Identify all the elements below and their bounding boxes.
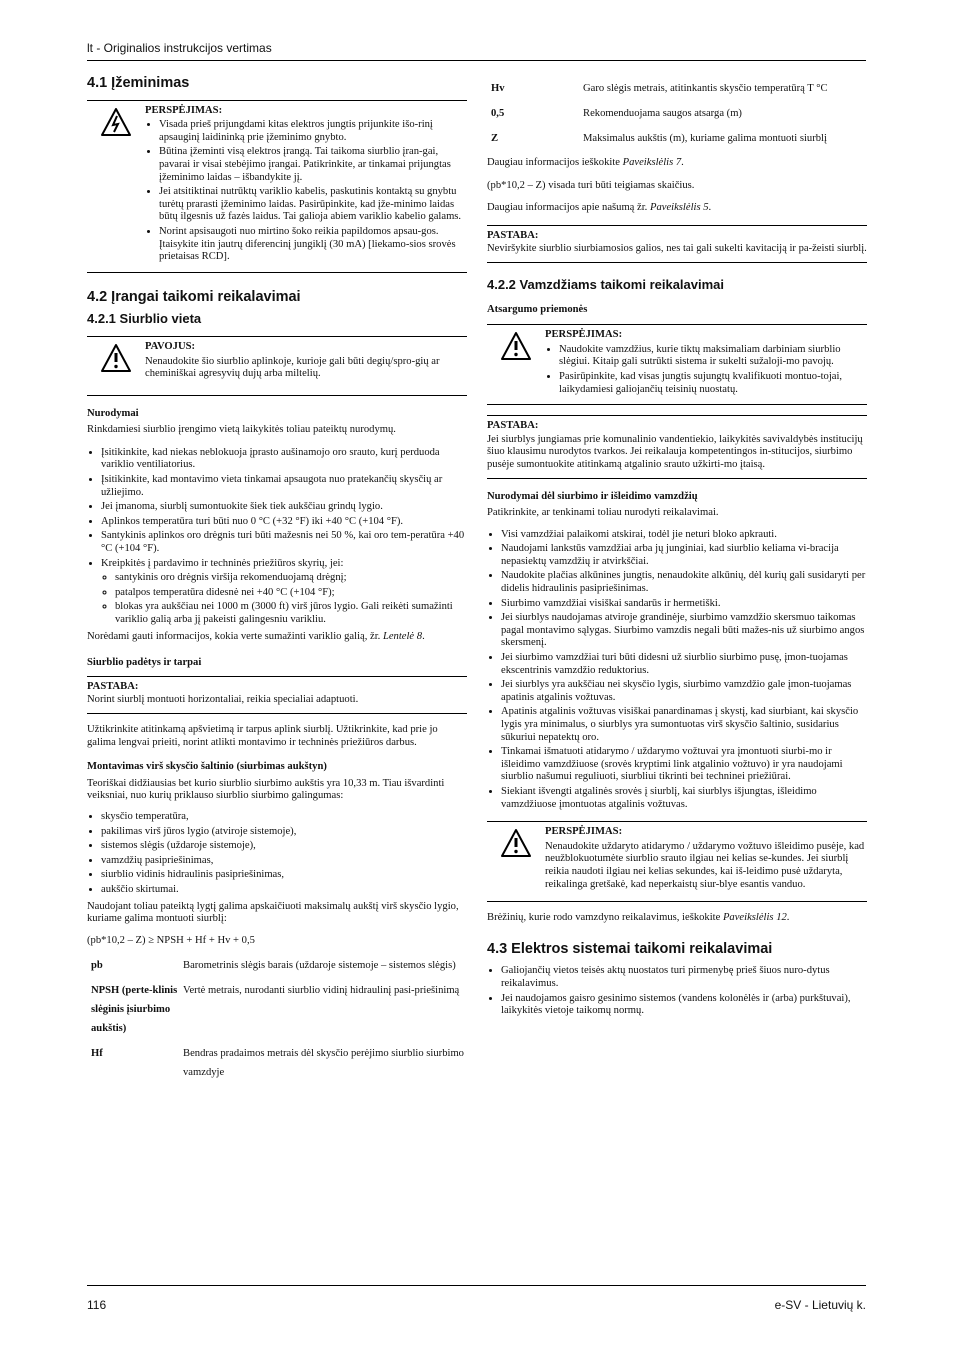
drawings-paragraph: Brėžinių, kurie rodo vamzdyno reikalavimus, ieškokite Paveikslėlis 12. [487, 912, 790, 924]
warning-text: Nenaudokite uždaryto atidarymo / uždarymo vožtuvo išleidimo pusėje, kad neužblokuotumėte siurblio srauto ilgiau nei kelias se-kundes. Jei siurblį reikia naudoti ilgiau nei kelias sekundes, kai iš-leidimo pusė uždaryta, reikalinga gretšakė, kad neperkaistų siur-blye esantis vanduo. [545, 840, 865, 890]
list-item: • Apatinis atgalinis vožtuvas visiškai panardinamas į skystį, kad siurbiant, kai skysčio lygis yra minimalus, o siurblys yra sumontuotas virš skysčio šaltinio, susidarius sūkuriui nepatektų oro. [501, 706, 867, 744]
definitions-table [87, 953, 467, 1085]
list-item: • Naudokite plačias alkūnines jungtis, nenaudokite alkūnių, dėl kurių gali susidaryti per didelis hidraulinis pasipriešinimas. [501, 570, 867, 595]
safety-title: Atsargumo priemonės [487, 303, 588, 315]
danger-text: Nenaudokite šio siurblio aplinkoje, kurioje gali būti degių/spro-gių ar cheminiškai agresyvių dujų arba miltelių. [145, 355, 440, 380]
list-item: • Visada prieš prijungdami kitas elektros jungtis prijunkite išo-rinį apsauginį laidininką prie įžeminimo gnybto. [159, 119, 467, 144]
warning-title: PERSPĖJIMAS: [145, 104, 223, 116]
header-rule [87, 60, 866, 61]
figure-reference: Paveikslėlis 7 [622, 157, 682, 168]
warning-triangle-icon [487, 826, 545, 897]
equation-intro: Naudojant toliau pateiktą lygtį galima apskaičiuoti maksimalų aukštį virš skysčio lygio, kuriame galima montuoti siurblį: [87, 900, 459, 925]
list-item: • Jei naudojamos gaisro gesinimo sistemos (vandens kolonėlės ir (arba) purkštuvai), laikykitės vietoje taikomų normų. [501, 993, 867, 1018]
right-column [487, 76, 867, 1022]
list-item: • Tinkamai išmatuoti atidarymo / uždarymo vožtuvai yra įmontuoti siurbi-mo ir išleidimo vamzdžiuose (srovės kryptimi link atgalinio vožtuvo) ir yra naudojami siurblio našumui reguliuoti, siurbliui tikrinti bei techninei priežiūrai. [501, 746, 867, 784]
heading-4-1: 4.1 Įžeminimas [87, 75, 190, 91]
note-title: PASTABA: [487, 420, 539, 432]
list-item: • Pasirūpinkite, kad visas jungtis sujungtų kvalifikuoti montuo-tojai, laikydamiesi galiojančių teisinių nuostatų. [559, 371, 867, 396]
list-item: • Norint apsisaugoti nuo mirtino šoko reikia papildomos apsau-gos. Įtaisykite itin jautrų diferencinį jungiklį (30 mA) [liekamo-sios srovės prietaisas RCD]. [159, 226, 467, 264]
list-item: • Galiojančių vietos teisės aktų nuostatos turi pirmenybę prieš šiuos nuro-dytus reikalavimus. [501, 965, 867, 990]
warning-triangle-icon [87, 341, 145, 391]
list-item: • Jei atsitiktinai nutrūktų variklio kabelis, paskutinis kontaktą su gnybtu turėtų prarasti įžeminimo laidas. Pasirūpinkite, kad įže-minimo laidas būtų ilgesnis už fazės laidus. Tai galioja abiem variklio kabelio galams. [159, 186, 467, 224]
danger-title: PAVOJUS: [145, 340, 196, 352]
heading-4-2: 4.2 Įrangai taikomi reikalavimai [87, 288, 301, 305]
list-item: • Jei siurblys yra aukščiau nei skysčio lygis, siurbimo vamzdžio gale įmon-tuojamas apatinis atgalinis vožtuvas. [501, 679, 867, 704]
sub-list-item: ◦ blokas yra aukščiau nei 1000 m (3000 ft) virš jūros lygio. Gali reikėti sumažinti variklio galią arba jį pakeisti galingesniu varikliu. [115, 601, 467, 626]
list-item: • Visi vamzdžiai palaikomi atskirai, todėl jie neturi bloko apkrauti. [501, 529, 867, 542]
piping-warning [487, 324, 867, 405]
list-item: • Naudokite vamzdžius, kurie tiktų maksimaliam darbiniam siurblio slėgiui. Kitaip gali sutrūkti sistema ir sukelti sužaloji-mo pavojų. [559, 344, 867, 369]
note-title: PASTABA: [87, 680, 139, 692]
footer-language: e-SV - Lietuvių k. [774, 1298, 866, 1312]
grounding-warning [87, 100, 467, 273]
note-text: Jei siurblys jungiamas prie komunalinio vandentiekio, laikykitės savivaldybės institucijų šiuo klausimu nurodytos tvarkos. Jei reikalauja kompetentingos in-stitucijos, siurbimo pusėje sumontuokite atitinkamą atgalinio srauto užkirti-mo įtaisą. [487, 433, 863, 470]
list-item: • Siurbimo vamzdžiai visiškai sandarūs ir hermetiški. [501, 598, 867, 611]
piping-guide-title: Nurodymai dėl siurbimo ir išleidimo vamzdžių [487, 490, 698, 502]
warning-title: PERSPĖJIMAS: [545, 329, 623, 341]
heading-4-3: 4.3 Elektros sistemai taikomi reikalavimai [487, 940, 773, 957]
derate-paragraph: Norėdami gauti informacijos, kokia verte sumažinti variklio galią, žr. Lentelė 8. [87, 630, 425, 642]
list-item: • Naudojami lankstūs vamzdžiai arba jų junginiai, kad siurblio keliama vi-bracija nepasiektų vamzdžių ir atvirkščiai. [501, 543, 867, 568]
definitions-table-continued [487, 76, 867, 151]
position-paragraph: Užtikrinkite atitinkamą apšvietimą ir tarpus aplink siurblį. Užtikrinkite, kad prie jo galima lengvai prieiti, norint atlikti montavimo ir techninės priežiūros darbus. [87, 723, 438, 748]
list-item: • vamzdžių pasipriešinimas, [101, 855, 467, 868]
elevation-title: Montavimas virš skysčio šaltinio (siurbimas aukštyn) [87, 761, 327, 773]
heading-4-2-1: 4.2.1 Siurblio vieta [87, 311, 202, 327]
danger-box [87, 336, 467, 396]
table-reference: Lentelė 8 [382, 630, 423, 642]
sub-list-item: ◦ patalpos temperatūra didesnė nei +40 °C (+104 °F); [115, 587, 467, 600]
list-item: • Būtina įžeminti visą elektros įrangą. Tai taikoma siurblio įran-gai, pavarai ir visai stebėjimo įrangai. Patikrinkite, ar tinkamai prijungtas įžeminimo laidas – išbandykite jį. [159, 146, 467, 184]
position-title: Siurblio padėtys ir tarpai [87, 657, 202, 669]
electric-hazard-icon [87, 105, 145, 268]
list-item: • aukščio skirtumai. [101, 884, 467, 897]
list-item: • Įsitikinkite, kad montavimo vieta tinkamai apsaugota nuo pratekančių skysčių ar užliejimo. [101, 474, 467, 499]
list-item: • sistemos slėgis (uždaroje sistemoje), [101, 840, 467, 853]
table-row: NPSH (perte-klinis slėginis įsiurbimo aukštis) Vertė metrais, nurodanti siurblio vidinį hidraulinį pasi-priešinimą [91, 985, 460, 1035]
table-row: Hv Garo slėgis metrais, atitinkantis skysčio temperatūrą T °C [491, 83, 828, 94]
list-item: • Kreipkitės į pardavimo ir techninės priežiūros skyrių, jei: ◦ santykinis oro drėgnis viršija rekomenduojamą drėgnį; ◦ patalpos temperatūra didesnė nei +40 °C (+104 °F); ◦ blokas yra aukščiau nei 1000 m (3000 ft) virš jūros lygio. Gali reikėti sumažinti variklio galią arba jį pakeisti galingesniu varikliu. [101, 558, 467, 627]
note-text: Neviršykite siurblio siurbiamosios galios, nes tai gali sukelti kavitaciją ir pa-žeisti siurblį. [487, 243, 867, 255]
note-box [487, 225, 867, 263]
footer-rule [87, 1285, 866, 1286]
page-number: 116 [87, 1298, 107, 1312]
running-header: lt - Originalios instrukcijos vertimas [87, 41, 272, 55]
list-item: • Jei įmanoma, siurblį sumontuokite šiek tiek aukščiau grindų lygio. [101, 501, 467, 514]
note-box [487, 415, 867, 478]
list-item: • skysčio temperatūra, [101, 811, 467, 824]
more-info-paragraph: Daugiau informacijos ieškokite Paveikslėlis 7. [487, 157, 684, 168]
figure-reference: Paveikslėlis 12 [722, 912, 787, 924]
warning-triangle-icon [487, 329, 545, 400]
note-text: Norint siurblį montuoti horizontaliai, reikia specialiai adaptuoti. [87, 694, 359, 706]
list-item: • Aplinkos temperatūra turi būti nuo 0 °C (+32 °F) iki +40 °C (+104 °F). [101, 516, 467, 529]
table-row: Hf Bendras pradaimos metrais dėl skysčio perėjimo siurblio siurbimo vamzdyje [91, 1048, 464, 1079]
list-item: • Santykinis aplinkos oro drėgnis turi būti mažesnis nei 50 %, kai oro tem-peratūra +40 °C (+104 °F). [101, 530, 467, 555]
guide-intro: Rinkdamiesi siurblio įrengimo vietą laikykitės toliau pateiktų nurodymų. [87, 424, 396, 436]
warning-title: PERSPĖJIMAS: [545, 826, 623, 838]
note-title: PASTABA: [487, 229, 539, 241]
sub-list-item: ◦ santykinis oro drėgnis viršija rekomenduojamą drėgnį; [115, 572, 467, 585]
table-row: 0,5 Rekomenduojama saugos atsarga (m) [491, 108, 742, 119]
piping-guide-intro: Patikrinkite, ar tenkinami toliau nurodyti reikalavimai. [487, 507, 719, 519]
performance-paragraph: Daugiau informacijos apie našumą žr. Paveikslėlis 5. [487, 202, 712, 214]
heading-4-2-2: 4.2.2 Vamzdžiams taikomi reikalavimai [487, 276, 725, 292]
list-item: • Įsitikinkite, kad niekas neblokuoja įprasto aušinamojo oro srauto, kurį perduoda variklio ventiliatorius. [101, 447, 467, 472]
note-box [87, 676, 467, 714]
figure-reference: Paveikslėlis 5 [649, 202, 709, 214]
equation: (pb*10,2 – Z) ≥ NPSH + Hf + Hv + 0,5 [87, 934, 255, 946]
left-column [87, 68, 467, 1091]
list-item: • Siekiant išvengti atgalinės srovės į siurblį, kai siurblys išjungtas, išleidimo vamzdžiuose įmontuotas atgalinis vožtuvas. [501, 786, 867, 811]
elevation-paragraph: Teoriškai didžiausias bet kurio siurblio siurbimo aukštis yra 10,33 m. Tiau išvardinti veiksniai, nuo kurių priklauso siurblio siurbimo galingumas: [87, 777, 445, 802]
table-row: pb Barometrinis slėgis barais (uždaroje sistemoje – sistemos slėgis) [91, 960, 456, 972]
positive-paragraph: (pb*10,2 – Z) visada turi būti teigiamas skaičius. [487, 179, 695, 191]
list-item: • pakilimas virš jūros lygio (atviroje sistemoje), [101, 826, 467, 839]
guide-title: Nurodymai [87, 407, 139, 419]
table-row: Z Maksimalus aukštis (m), kuriame galima montuoti siurblį [491, 133, 827, 144]
list-item: • siurblio vidinis hidraulinis pasipriešinimas, [101, 869, 467, 882]
list-item: • Jei siurblys naudojamas atviroje grandinėje, siurbimo vamzdžio skersmuo taikomas pagal montavimo sąlygas. Siurbimo vamzdis negali būti mažes-nis už siurbimo angos skersmenį. [501, 612, 867, 650]
list-item: • Jei siurbimo vamzdžiai turi būti didesni už siurblio siurbimo pusę, įmon-tuojamas ekscentrinis vamzdžio reduktorius. [501, 652, 867, 677]
valve-warning [487, 821, 867, 902]
